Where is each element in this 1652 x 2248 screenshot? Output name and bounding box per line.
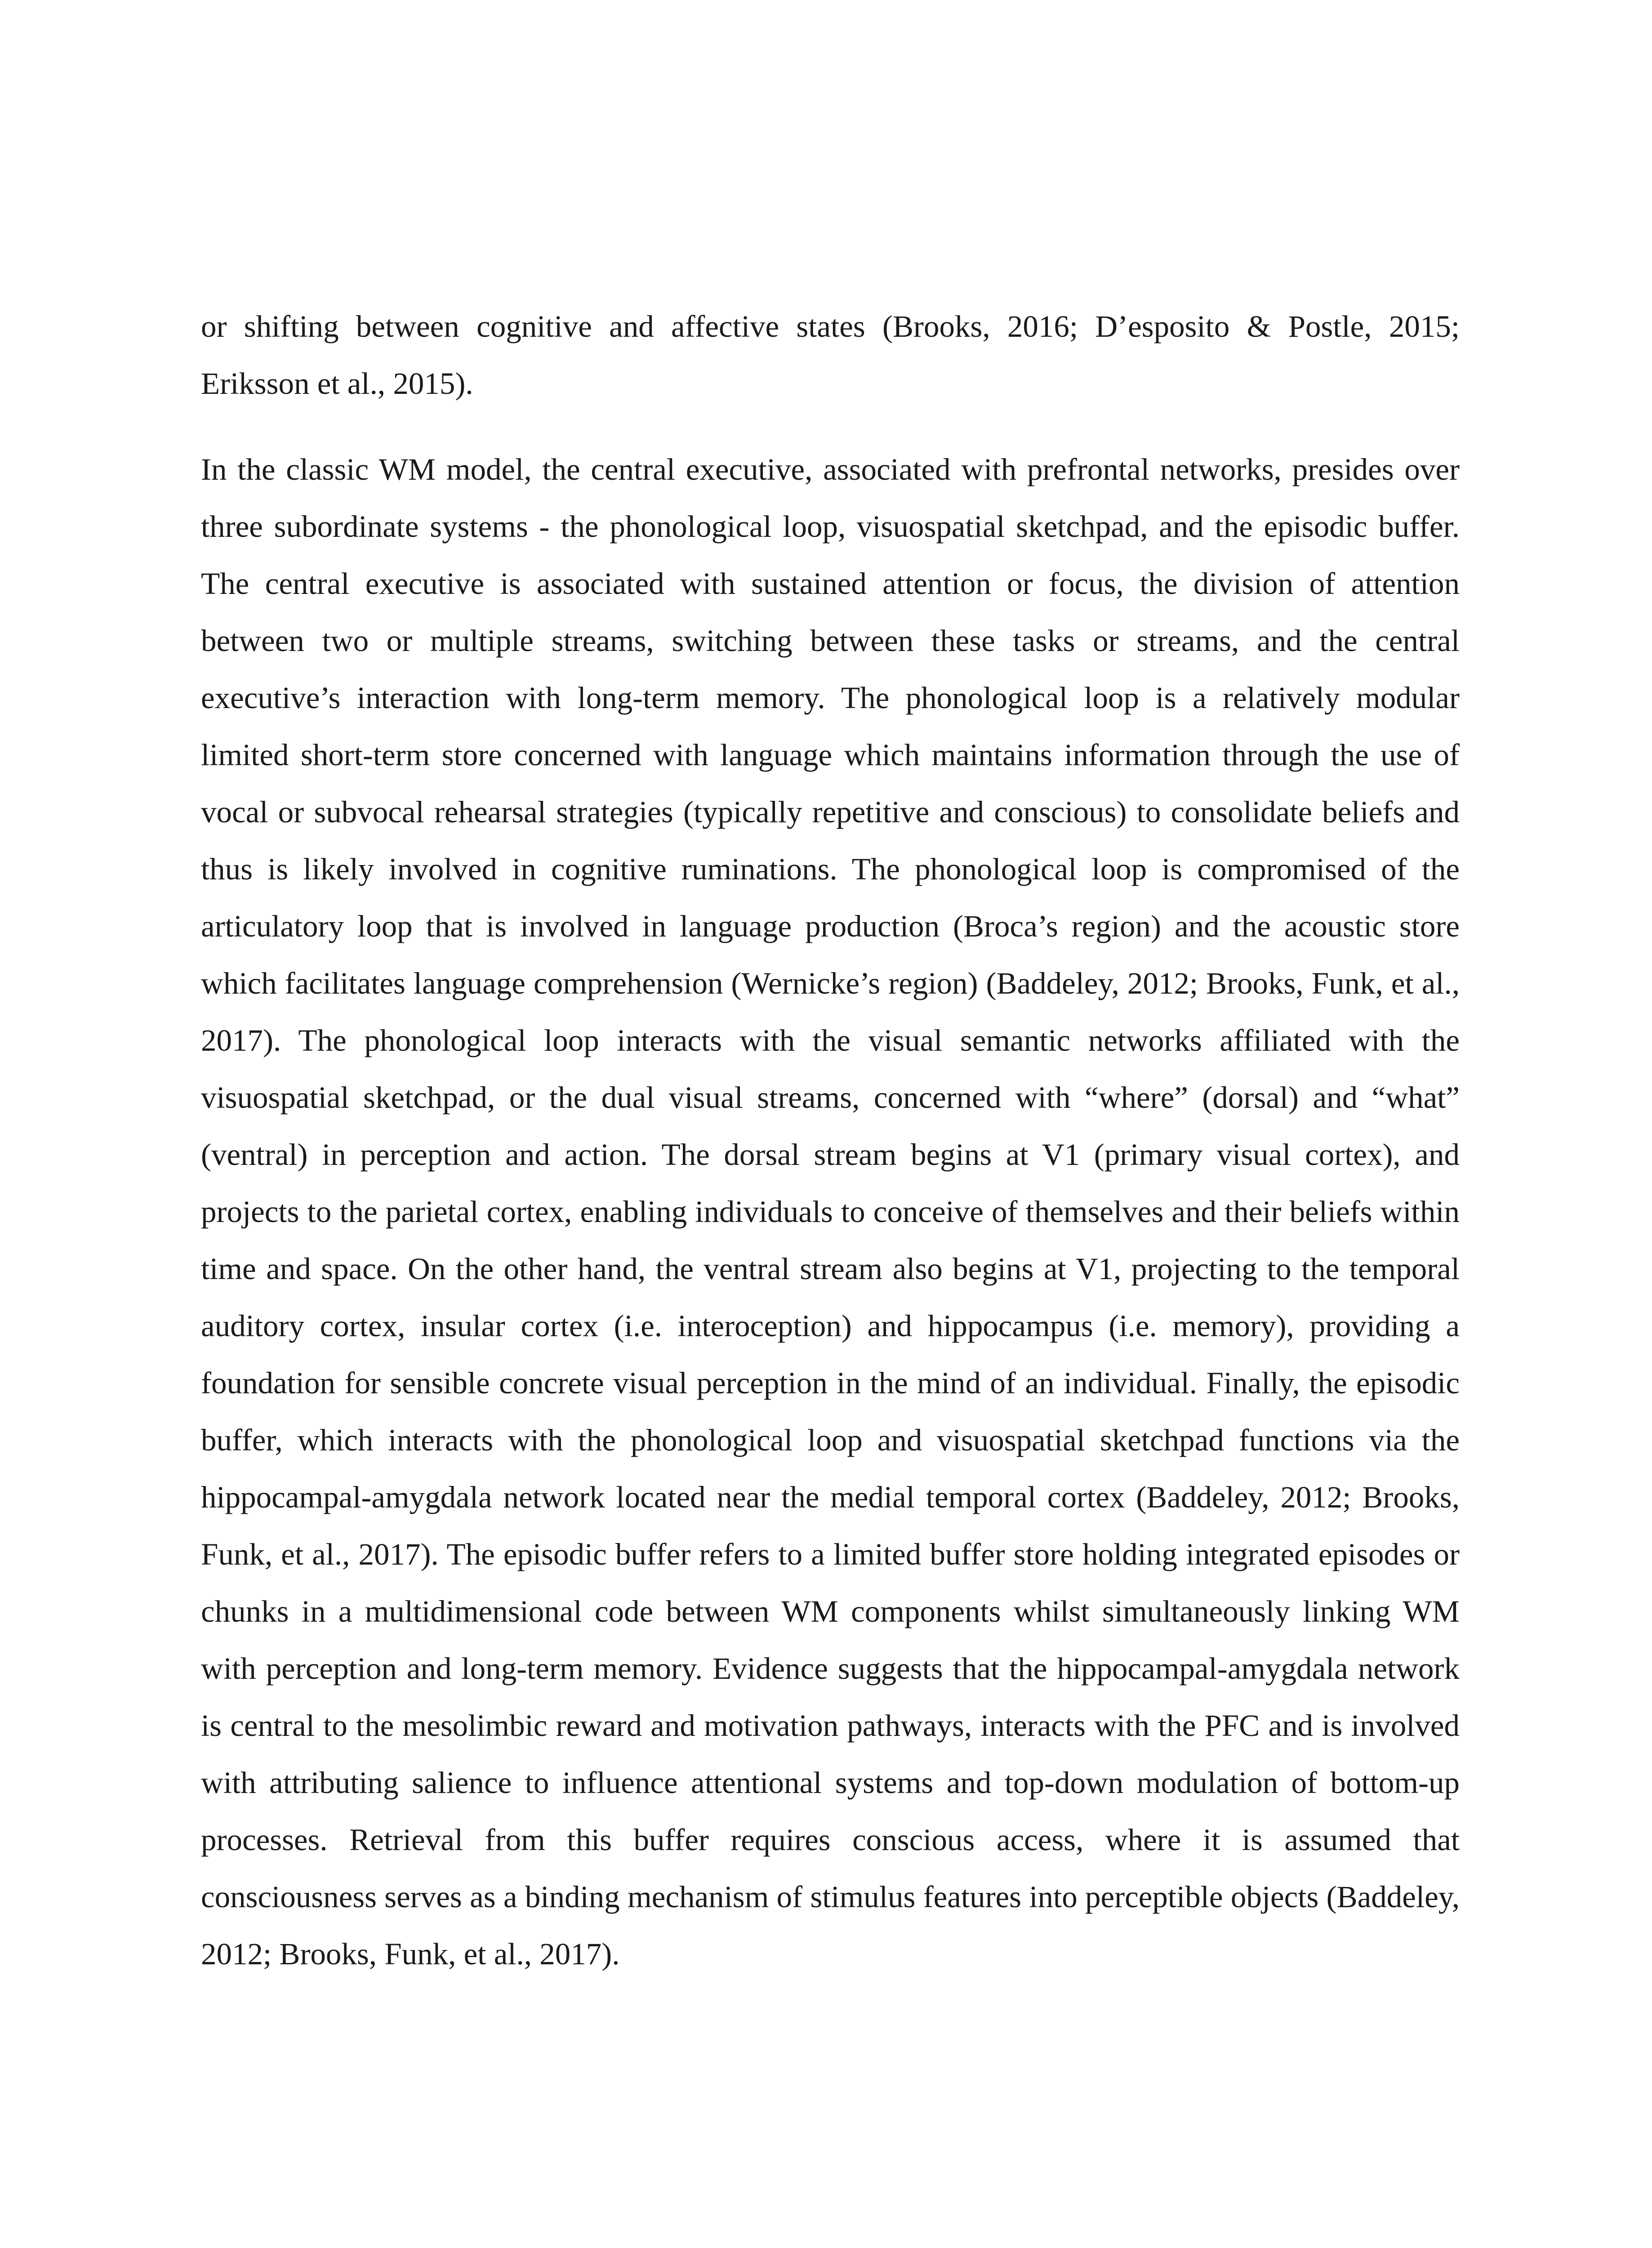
paragraph-continuation: or shifting between cognitive and affective states (Brooks, 2016; D’esposito & Postle, 2015; Eriksson et al., 2015). — [201, 309, 1460, 401]
paragraph-working-memory-model: In the classic WM model, the central executive, associated with prefrontal networks, presides over three subordinate systems - the phonological loop, visuospatial sketchpad, and the episodic buffer. The central executive is associated with sustained attention or focus, the division of attention between two or multiple streams, switching between these tasks or streams, and the central executive’s interaction with long-term memory. The phonological loop is a relatively modular limited short-term store concerned with language which maintains information through the use of vocal or subvocal rehearsal strategies (typically repetitive and conscious) to consolidate beliefs and thus is likely involved in cognitive ruminations. The phonological loop is compromised of the articulatory loop that is involved in language production (Broca’s region) and the acoustic store which facilitates language comprehension (Wernicke’s region) (Baddeley, 2012; Brooks, Funk, et al., 2017). The phonological loop interacts with the visual semantic networks affiliated with the visuospatial sketchpad, or the dual visual streams, concerned with “where” (dorsal) and “what” (ventral) in perception and action. The dorsal stream begins at V1 (primary visual cortex), and projects to the parietal cortex, enabling individuals to conceive of themselves and their beliefs within time and space. On the other hand, the ventral stream also begins at V1, projecting to the temporal auditory cortex, insular cortex (i.e. interoception) and hippocampus (i.e. memory), providing a foundation for sensible concrete visual perception in the mind of an individual. Finally, the episodic buffer, which interacts with the phonological loop and visuospatial sketchpad functions via the hippocampal-amygdala network located near the medial temporal cortex (Baddeley, 2012; Brooks, Funk, et al., 2017). The episodic buffer refers to a limited buffer store holding integrated episodes or chunks in a multidimensional code between WM components whilst simultaneously linking WM with perception and long-term memory. Evidence suggests that the hippocampal-amygdala network is central to the mesolimbic reward and motivation pathways, interacts with the PFC and is involved with attributing salience to influence attentional systems and top-down modulation of bottom-up processes. Retrieval from this buffer requires conscious access, where it is assumed that consciousness serves as a binding mechanism of stimulus features into perceptible objects (Baddeley, 2012; Brooks, Funk, et al., 2017). — [201, 452, 1460, 1971]
